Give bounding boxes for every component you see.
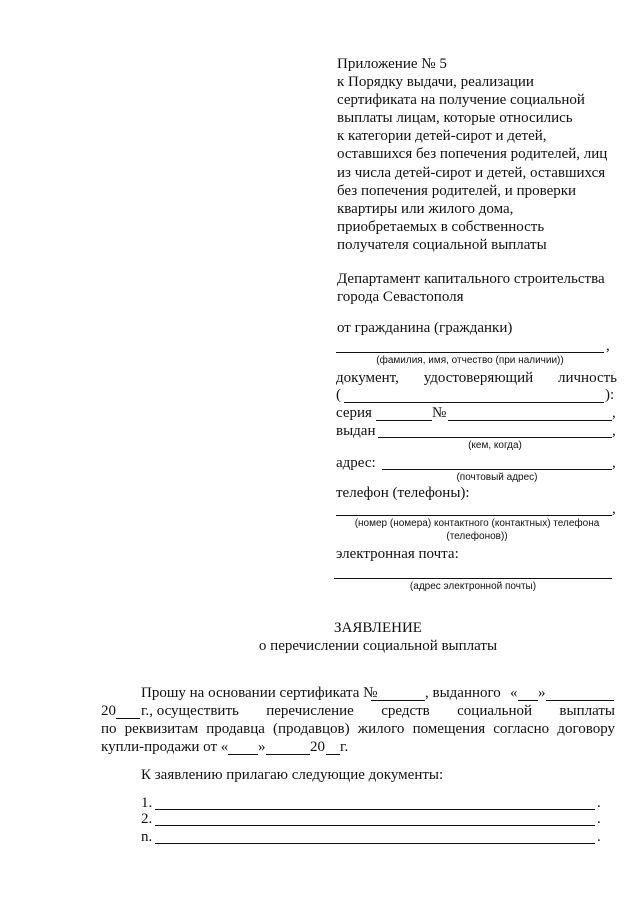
contract-year-field[interactable] bbox=[326, 754, 340, 755]
attachment-number: n. bbox=[141, 829, 153, 845]
annex-line: выплаты лицам, которые относились bbox=[337, 110, 573, 127]
document-title: ЗАЯВЛЕНИЕ bbox=[334, 620, 422, 636]
contract-day-field[interactable] bbox=[228, 754, 258, 755]
annex-line: сертификата на получение социальной bbox=[337, 92, 585, 109]
phone-comma: , bbox=[612, 501, 616, 517]
annex-line: приобретаемых в собственность bbox=[337, 218, 545, 235]
attachment-field[interactable] bbox=[155, 825, 595, 826]
document-subtitle: о перечислении социальной выплаты bbox=[258, 638, 498, 654]
phone-caption-line-1: (номер (номера) контактного (контактных) телефона bbox=[354, 518, 600, 529]
annex-line: без попечения родителей, и проверки bbox=[337, 182, 577, 199]
phone-label: телефон (телефоны): bbox=[336, 485, 470, 501]
annex-line: к категории детей-сирот и детей, bbox=[337, 128, 547, 145]
email-caption: (адрес электронной почты) bbox=[409, 581, 537, 592]
request-quote-open: « bbox=[510, 685, 518, 701]
issued-label: выдан bbox=[336, 423, 376, 439]
request-word: г., осуществить bbox=[141, 703, 239, 719]
email-field[interactable] bbox=[334, 578, 612, 579]
document-open-paren: ( bbox=[336, 387, 341, 403]
certificate-month-field[interactable] bbox=[546, 700, 614, 701]
issued-field[interactable] bbox=[378, 437, 612, 438]
contract-month-field[interactable] bbox=[266, 754, 310, 755]
attachment-period: . bbox=[597, 829, 601, 845]
document-word: личность bbox=[557, 370, 617, 386]
request-line-1-start: Прошу на основании сертификата № bbox=[141, 685, 378, 701]
request-word: выплаты bbox=[559, 703, 615, 719]
attachment-number: 1. bbox=[141, 795, 153, 811]
number-label: № bbox=[432, 405, 447, 421]
phone-field[interactable] bbox=[336, 515, 612, 516]
contract-year-suffix: г. bbox=[340, 739, 349, 755]
certificate-year-field[interactable] bbox=[116, 718, 140, 719]
request-word: социальной bbox=[457, 703, 533, 719]
series-comma: , bbox=[612, 405, 616, 421]
document-close-paren: ): bbox=[605, 387, 615, 403]
request-quote-close: » bbox=[538, 685, 546, 701]
number-field[interactable] bbox=[448, 420, 612, 421]
annex-line: оставшихся без попечения родителей, лиц bbox=[337, 146, 608, 163]
address-label: адрес: bbox=[336, 455, 376, 471]
request-issued-word: , выданного bbox=[425, 685, 501, 701]
request-line-2 bbox=[141, 703, 615, 720]
certificate-day-field[interactable] bbox=[518, 700, 538, 701]
attachment-field[interactable] bbox=[155, 843, 595, 844]
contract-quote-close: » bbox=[258, 739, 266, 755]
attachments-intro: К заявлению прилагаю следующие документы: bbox=[141, 767, 444, 783]
contract-year-prefix: 20 bbox=[310, 739, 325, 755]
email-label: электронная почта: bbox=[336, 546, 459, 562]
request-year-prefix: 20 bbox=[101, 703, 116, 719]
fio-caption: (фамилия, имя, отчество (при наличии)) bbox=[376, 355, 564, 366]
series-field[interactable] bbox=[376, 420, 432, 421]
contract-date-prefix: купли-продажи от « bbox=[101, 739, 229, 755]
issued-caption: (кем, когда) bbox=[468, 440, 522, 451]
attachment-period: . bbox=[597, 811, 601, 827]
annex-line: квартиры или жилого дома, bbox=[337, 200, 514, 217]
recipient-line-1: Департамент капитального строительства bbox=[337, 271, 605, 287]
fio-field[interactable] bbox=[336, 352, 604, 353]
series-label: серия bbox=[336, 405, 372, 421]
attachment-period: . bbox=[597, 795, 601, 811]
fio-comma: , bbox=[606, 338, 610, 354]
document-label bbox=[336, 370, 617, 387]
request-word: средств bbox=[381, 703, 430, 719]
phone-caption-line-2: (телефонов)) bbox=[446, 531, 508, 542]
recipient-block bbox=[337, 270, 605, 306]
recipient-line-2: города Севастополя bbox=[337, 289, 464, 306]
from-citizen-label: от гражданина (гражданки) bbox=[337, 320, 513, 336]
annex-line: к Порядку выдачи, реализации bbox=[337, 74, 534, 91]
document-field[interactable] bbox=[344, 402, 604, 403]
request-word: перечисление bbox=[266, 703, 354, 719]
attachment-number: 2. bbox=[141, 811, 153, 827]
annex-line: получателя социальной выплаты bbox=[337, 236, 547, 253]
certificate-number-field[interactable] bbox=[371, 700, 425, 701]
document-word: документ, bbox=[336, 370, 399, 386]
attachment-field[interactable] bbox=[155, 809, 595, 810]
address-caption: (почтовый адрес) bbox=[456, 472, 538, 483]
address-field[interactable] bbox=[382, 469, 612, 470]
document-word: удостоверяющий bbox=[423, 370, 534, 386]
address-comma: , bbox=[612, 455, 616, 471]
annex-line: из числа детей-сирот и детей, оставшихся bbox=[337, 164, 606, 181]
issued-comma: , bbox=[612, 423, 616, 439]
annex-line: Приложение № 5 bbox=[337, 56, 447, 72]
annex-block bbox=[337, 55, 607, 254]
request-line-3: по реквизитам продавца (продавцов) жилого помещения согласно договору bbox=[101, 721, 615, 737]
